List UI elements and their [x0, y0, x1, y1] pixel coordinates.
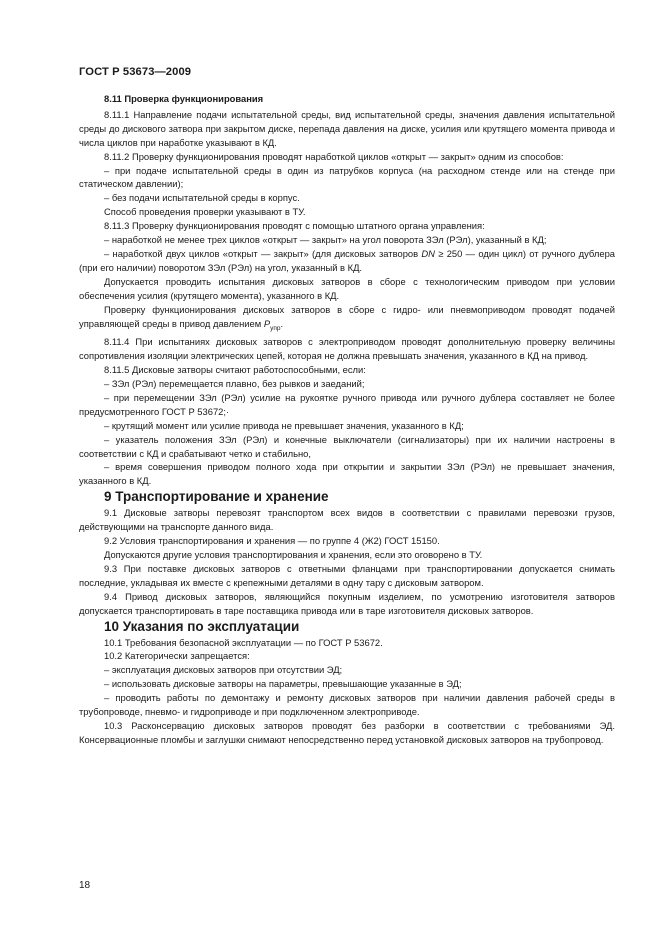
- section-heading: 9 Транспортирование и хранение: [104, 489, 329, 505]
- list-item: – использовать дисковые затворы на параметры, превышающие указанные в ЭД;: [104, 678, 462, 690]
- text-fragment: – наработкой двух циклов «открыт — закрыт» (для дисковых затворов: [104, 247, 422, 259]
- list-item: – при перемещении ЗЭл (РЭл) усилие на рукоятке ручного привода или ручного дублера составляет не более предусмотренного ГОСТ Р 53672;·: [79, 391, 615, 417]
- paragraph: [79, 303, 615, 336]
- paragraph: 10.2 Категорически запрещается:: [104, 650, 250, 662]
- list-item: – без подачи испытательной среды в корпус.: [104, 192, 300, 204]
- list-item: – время совершения приводом полного хода при открытии и закрытии ЗЭл (РЭл) не превышает значения, указанного в КД.: [79, 461, 615, 487]
- paragraph: 8.11.1 Направление подачи испытательной среды, вид испытательной среды, значения давления испытательной среды до дискового затвора при закрытом диске, перепада давления на диске, усилия или крутящего момента привода и числа циклов при наработке указывают в КД.: [79, 108, 615, 148]
- paragraph: 8.11.2 Проверку функционирования проводят наработкой циклов «открыт — закрыт» одним из способов:: [104, 150, 564, 162]
- paragraph: 8.11.5 Дисковые затворы считают работоспособными, если:: [104, 364, 366, 376]
- list-item: – указатель положения ЗЭл (РЭл) и конечные выключатели (сигнализаторы) при их наличии настроены в соответствии с КД и срабатывают четко и стабильно,: [79, 433, 615, 459]
- paragraph: 9.2 Условия транспортирования и хранения — по группе 4 (Ж2) ГОСТ 15150.: [104, 535, 440, 547]
- paragraph: 8.11.3 Проверку функционирования проводят с помощью штатного органа управления:: [104, 220, 485, 232]
- dn-symbol: DN: [421, 247, 435, 259]
- paragraph: 9.3 При поставке дисковых затворов с ответными фланцами при транспортировании допускается снимать последние, укладывая их вместе с крепежными деталями в одну тару с дисковым затвором.: [79, 562, 615, 588]
- paragraph: Допускаются другие условия транспортирования и хранения, если это оговорено в ТУ.: [104, 548, 483, 560]
- list-item: – проводить работы по демонтажу и ремонту дисковых затворов при наличии давления рабочей среды в трубопроводе, пневмо- и гидроприводе и при подключенном электроприводе.: [79, 692, 615, 718]
- paragraph: Способ проведения проверки указывают в ТУ.: [104, 206, 306, 218]
- paragraph: 9.4 Привод дисковых затворов, являющийся покупным изделием, по усмотрению изготовителя затворов допускается транспортировать в таре поставщика привода или в таре изготовителя дисковых затворов.: [79, 590, 615, 616]
- list-item: – наработкой не менее трех циклов «открыт — закрыт» на угол поворота ЗЭл (РЭл), указанный в КД;: [104, 234, 547, 246]
- text-fragment: Проверку функционирования дисковых затворов в сборе с гидро- или пневмоприводом проводят подачей управляющей среды в привод давлением: [79, 303, 615, 329]
- text-fragment: .: [280, 317, 284, 329]
- pressure-subscript: упр: [270, 324, 281, 332]
- list-item: – ЗЭл (РЭл) перемещается плавно, без рывков и заеданий;: [104, 378, 365, 389]
- text-fragment: ≥ 250 — один цикл) от ручного дублера (при его наличии) поворотом ЗЭл (РЭл) на угол, указанный в КД.: [79, 247, 615, 273]
- page-number: 18: [79, 880, 91, 891]
- list-item: – крутящий момент или усилие привода не превышает значения, указанного в КД;: [104, 419, 464, 431]
- document-body: [79, 92, 615, 747]
- list-item: [79, 247, 615, 275]
- paragraph: 9.1 Дисковые затворы перевозят транспортом всех видов в соответствии с правилами перевозки грузов, действующими на транспорте данного вида.: [79, 507, 615, 533]
- list-item: – при подаче испытательной среды в один из патрубков корпуса (на расходном стенде или на стенде при статическом давлении);: [79, 164, 615, 190]
- list-item: – эксплуатация дисковых затворов при отсутствии ЭД;: [104, 664, 343, 676]
- section-heading: 10 Указания по эксплуатации: [104, 618, 300, 634]
- standard-header: ГОСТ Р 53673—2009: [79, 66, 192, 78]
- paragraph: 8.11.4 При испытаниях дисковых затворов с электроприводом проводят дополнительную проверку величины сопротивления изоляции электрических цепей, которая не должна превышать значения, указанного в КД на привод.: [79, 336, 615, 362]
- subsection-title: 8.11 Проверка функционирования: [104, 93, 264, 104]
- paragraph: 10.3 Расконсервацию дисковых затворов проводят без разборки в соответствии с требованиями ЭД. Консервационные пломбы и заглушки снимают непосредственно перед установкой дисковых затворов на трубопровод.: [79, 719, 615, 745]
- paragraph: 10.1 Требования безопасной эксплуатации — по ГОСТ Р 53672.: [104, 636, 383, 648]
- pressure-symbol: P: [263, 317, 271, 329]
- paragraph: Допускается проводить испытания дисковых затворов в сборе с технологическим приводом при условии обеспечения усилия (крутящего момента), указанного в КД.: [79, 275, 615, 301]
